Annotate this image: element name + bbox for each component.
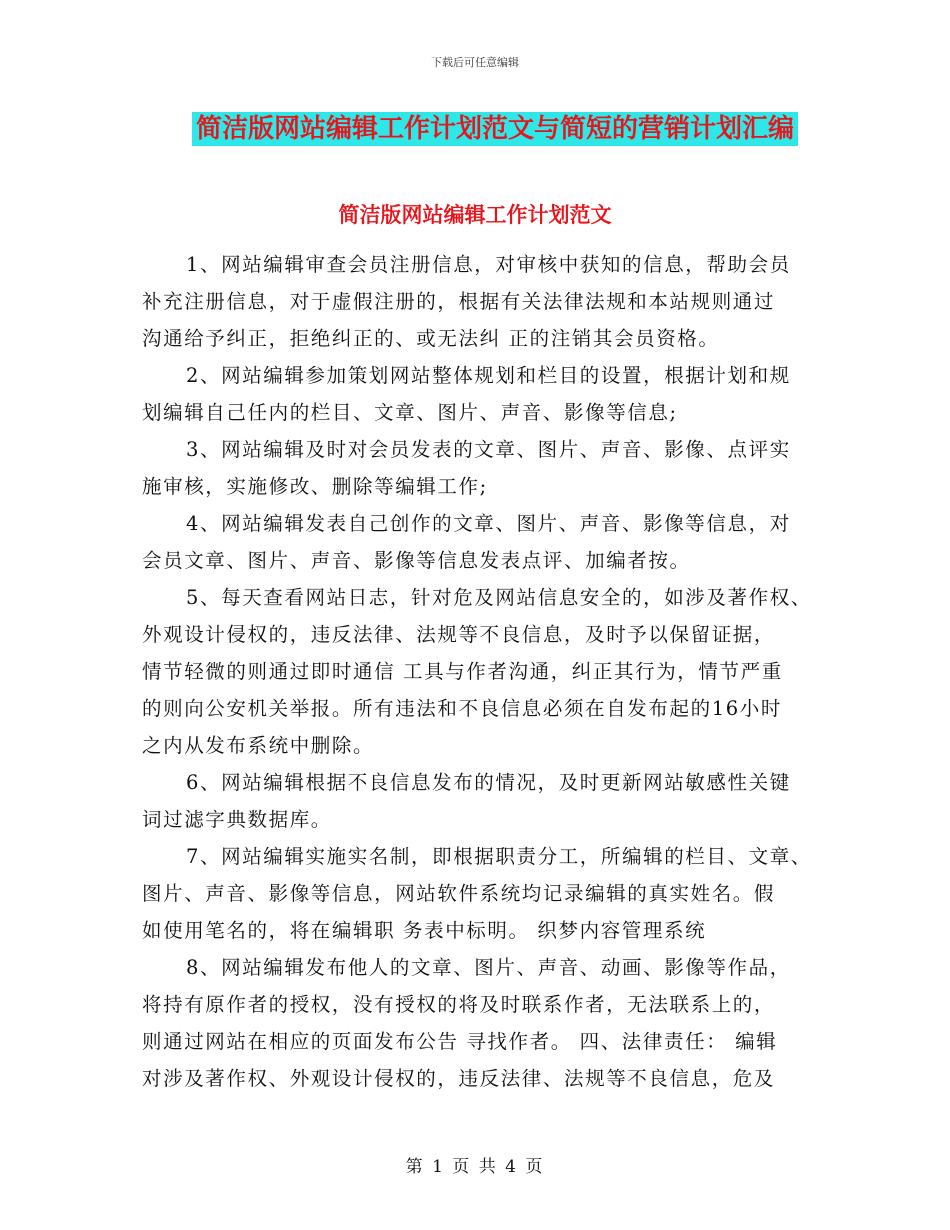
paragraph-line: 外观设计侵权的，违反法律、法规等不良信息，及时予以保留证据，: [142, 623, 776, 646]
paragraph-line: 如使用笔名的，将在编辑职 务表中标明。 织梦内容管理系统: [142, 919, 707, 942]
paragraph-line: 1、网站编辑审查会员注册信息，对审核中获知的信息，帮助会员: [186, 253, 791, 276]
paragraph-8: [142, 949, 812, 1097]
paragraph-line: 将持有原作者的授权，没有授权的将及时联系作者，无法联系上的，: [142, 993, 776, 1016]
paragraph-line: 6、网站编辑根据不良信息发布的情况，及时更新网站敏感性关键: [186, 771, 791, 794]
paragraph-line: 情节轻微的则通过即时通信 工具与作者沟通，纠正其行为，情节严重: [142, 660, 783, 683]
paragraph-3: [142, 431, 812, 505]
document-body: [142, 246, 812, 1097]
paragraph-7: [142, 838, 812, 949]
paragraph-line: 图片、声音、影像等信息，网站软件系统均记录编辑的真实姓名。假: [142, 882, 776, 905]
paragraph-line: 7、网站编辑实施实名制，即根据职责分工，所编辑的栏目、文章、: [186, 845, 812, 868]
paragraph-2: [142, 357, 812, 431]
paragraph-4: [142, 505, 812, 579]
section-title: 简洁版网站编辑工作计划范文: [338, 203, 612, 227]
paragraph-6: [142, 764, 812, 838]
page-footer: 第 1 页 共 4 页: [405, 1157, 545, 1177]
paragraph-line: 3、网站编辑及时对会员发表的文章、图片、声音、影像、点评实: [186, 438, 791, 461]
paragraph-line: 则通过网站在相应的页面发布公告 寻找作者。 四、法律责任： 编辑: [142, 1030, 778, 1053]
paragraph-5: [142, 579, 812, 764]
paragraph-line: 词过滤字典数据库。: [142, 808, 332, 831]
paragraph-line: 对涉及著作权、外观设计侵权的，违反法律、法规等不良信息，危及: [142, 1067, 776, 1090]
paragraph-line: 2、网站编辑参加策划网站整体规划和栏目的设置，根据计划和规: [186, 364, 791, 387]
paragraph-line: 划编辑自己任内的栏目、文章、图片、声音、影像等信息;: [142, 401, 678, 424]
header-note: 下载后可任意编辑: [431, 56, 519, 69]
paragraph-line: 补充注册信息，对于虚假注册的，根据有关法律法规和本站规则通过: [142, 290, 776, 313]
paragraph-line: 8、网站编辑发布他人的文章、图片、声音、动画、影像等作品，: [186, 956, 791, 979]
main-title: 简洁版网站编辑工作计划范文与简短的营销计划汇编: [192, 112, 798, 146]
paragraph-line: 5、每天查看网站日志，针对危及网站信息安全的，如涉及著作权、: [186, 586, 812, 609]
main-title-container: [192, 112, 798, 146]
paragraph-line: 施审核，实施修改、删除等编辑工作;: [142, 475, 488, 498]
paragraph-line: 的则向公安机关举报。所有违法和不良信息必须在自发布起的16小时: [142, 697, 782, 720]
paragraph-line: 会员文章、图片、声音、影像等信息发表点评、加编者按。: [142, 549, 691, 572]
paragraph-1: [142, 246, 812, 357]
paragraph-line: 沟通给予纠正，拒绝纠正的、或无法纠 正的注销其会员资格。: [142, 327, 720, 350]
paragraph-line: 4、网站编辑发表自己创作的文章、图片、声音、影像等信息，对: [186, 512, 791, 535]
paragraph-line: 之内从发布系统中删除。: [142, 734, 375, 757]
